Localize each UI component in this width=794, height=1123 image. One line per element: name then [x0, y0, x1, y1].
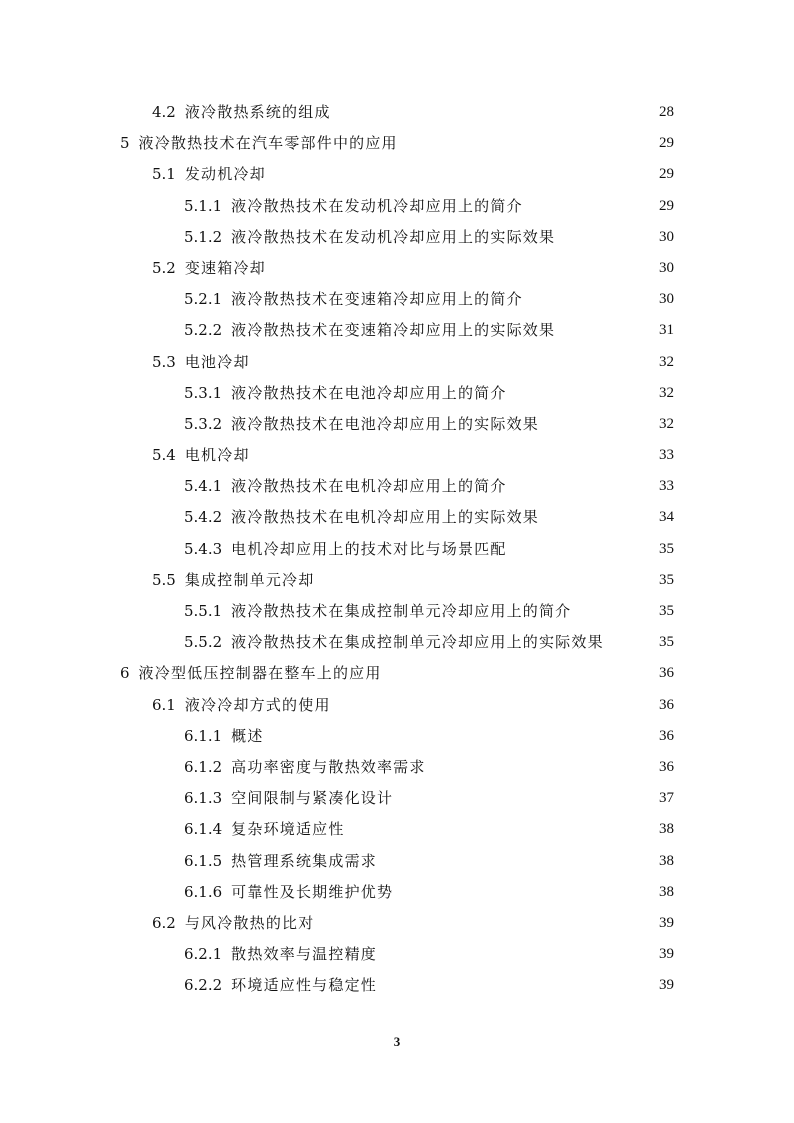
toc-entry-page: 35 — [659, 540, 674, 557]
toc-entry-number: 5.1 — [152, 165, 176, 184]
toc-entry — [0, 877, 794, 908]
toc-entry — [0, 440, 794, 471]
toc-entry — [0, 128, 794, 159]
toc-entry-title: 液冷散热技术在发动机冷却应用上的简介 — [231, 196, 523, 215]
toc-entry — [0, 471, 794, 502]
toc-entry — [0, 627, 794, 658]
toc-entry-number: 6.2.2 — [184, 976, 223, 995]
toc-entry-title: 可靠性及长期维护优势 — [231, 882, 394, 901]
toc-entry — [0, 191, 794, 222]
toc-entry — [0, 690, 794, 721]
toc-entry-page: 32 — [659, 353, 674, 370]
toc-entry-page: 35 — [659, 634, 674, 651]
toc-entry — [0, 409, 794, 440]
toc-entry-title: 变速箱冷却 — [184, 258, 266, 277]
toc-entry-page: 36 — [659, 727, 674, 744]
toc-entry-number: 6.1.1 — [184, 726, 223, 745]
toc-entry-number: 5 — [120, 134, 130, 153]
toc-entry — [0, 222, 794, 253]
toc-entry-page: 30 — [659, 228, 674, 245]
toc-entry-number: 5.2.1 — [184, 290, 223, 309]
toc-entry — [0, 658, 794, 689]
toc-entry-number: 5.4.2 — [184, 508, 223, 527]
toc-entry-title: 液冷散热系统的组成 — [184, 103, 331, 121]
toc-entry — [0, 846, 794, 877]
toc-entry-number: 6.1 — [152, 695, 176, 714]
toc-entry-title: 集成控制单元冷却 — [184, 570, 315, 589]
toc-entry-page: 38 — [659, 852, 674, 869]
toc-entry-number: 6.1.5 — [184, 851, 223, 870]
toc-entry-title: 电池冷却 — [184, 352, 250, 371]
toc-entry — [0, 97, 794, 128]
toc-entry — [0, 347, 794, 378]
toc-entry — [0, 783, 794, 814]
toc-entry-number: 5.4.1 — [184, 477, 223, 496]
toc-entry-title: 液冷散热技术在变速箱冷却应用上的实际效果 — [231, 321, 556, 340]
toc-entry-number: 6.1.3 — [184, 789, 223, 808]
toc-entry — [0, 970, 794, 1001]
toc-entry-title: 环境适应性与稳定性 — [231, 976, 377, 995]
toc-entry — [0, 159, 794, 190]
toc-entry — [0, 534, 794, 565]
toc-entry-page: 35 — [659, 571, 674, 588]
toc-entry-title: 空间限制与紧凑化设计 — [231, 789, 394, 808]
toc-entry-page: 36 — [659, 696, 674, 713]
toc-entry — [0, 565, 794, 596]
toc-entry-number: 5.1.1 — [184, 196, 223, 215]
toc-entry — [0, 814, 794, 845]
toc-entry-number: 6 — [120, 664, 130, 683]
toc-entry-page: 35 — [659, 603, 674, 619]
toc-entry-title: 液冷散热技术在集成控制单元冷却应用上的实际效果 — [231, 633, 604, 652]
toc-entry-page: 38 — [659, 883, 674, 900]
toc-entry-number: 5.2 — [152, 258, 176, 277]
toc-entry-page: 28 — [659, 104, 674, 120]
toc-entry-page: 39 — [659, 977, 674, 994]
toc-entry-title: 液冷散热技术在集成控制单元冷却应用上的简介 — [231, 602, 572, 620]
toc-entry-title: 高功率密度与散热效率需求 — [231, 757, 426, 776]
toc-entry-number: 5.3.2 — [184, 414, 223, 433]
toc-entry-title: 液冷散热技术在变速箱冷却应用上的简介 — [231, 290, 523, 309]
toc-entry-title: 液冷散热技术在电机冷却应用上的实际效果 — [231, 508, 539, 527]
toc-entry-title: 概述 — [231, 726, 264, 745]
toc-entry-number: 5.3.1 — [184, 383, 223, 402]
toc-entry-title: 与风冷散热的比对 — [184, 913, 315, 932]
page-number: 3 — [393, 1034, 401, 1049]
toc-entry-page: 34 — [659, 509, 674, 526]
toc-entry-title: 液冷散热技术在发动机冷却应用上的实际效果 — [231, 227, 556, 246]
table-of-contents — [0, 97, 794, 1001]
toc-entry-title: 电机冷却 — [184, 446, 250, 465]
toc-entry-number: 6.1.6 — [184, 882, 223, 901]
toc-entry-number: 5.2.2 — [184, 321, 223, 340]
toc-entry — [0, 908, 794, 939]
toc-entry-title: 复杂环境适应性 — [231, 820, 345, 839]
toc-entry-page: 37 — [659, 790, 674, 807]
toc-entry-page: 36 — [659, 758, 674, 775]
toc-entry-page: 33 — [659, 447, 674, 464]
toc-entry-number: 5.5.1 — [184, 602, 223, 620]
toc-entry-number: 5.1.2 — [184, 227, 223, 246]
toc-entry-page: 29 — [659, 197, 674, 214]
toc-entry-title: 液冷散热技术在电池冷却应用上的简介 — [231, 383, 507, 402]
toc-entry-title: 散热效率与温控精度 — [231, 945, 377, 964]
toc-entry — [0, 253, 794, 284]
toc-entry-page: 29 — [659, 166, 674, 183]
toc-entry — [0, 596, 794, 627]
toc-entry-number: 4.2 — [152, 103, 176, 121]
toc-entry — [0, 721, 794, 752]
toc-entry-page: 32 — [659, 384, 674, 401]
toc-entry — [0, 284, 794, 315]
toc-entry-title: 液冷散热技术在电池冷却应用上的实际效果 — [231, 414, 539, 433]
toc-entry-number: 5.5.2 — [184, 633, 223, 652]
toc-entry-page: 32 — [659, 415, 674, 432]
toc-entry — [0, 315, 794, 346]
toc-entry-title: 液冷冷却方式的使用 — [184, 695, 331, 714]
toc-entry-title: 液冷散热技术在电机冷却应用上的简介 — [231, 477, 507, 496]
toc-entry-page: 30 — [659, 259, 674, 276]
toc-entry-title: 发动机冷却 — [184, 165, 266, 184]
toc-entry-page: 39 — [659, 914, 674, 931]
toc-entry — [0, 378, 794, 409]
toc-entry-number: 5.5 — [152, 570, 176, 589]
toc-entry — [0, 502, 794, 533]
toc-entry-page: 29 — [659, 135, 674, 152]
toc-entry — [0, 752, 794, 783]
toc-entry-page: 36 — [659, 665, 674, 682]
toc-entry — [0, 939, 794, 970]
toc-entry-page: 33 — [659, 478, 674, 495]
toc-entry-number: 5.4 — [152, 446, 176, 465]
toc-entry-title: 液冷散热技术在汽车零部件中的应用 — [138, 134, 398, 153]
toc-entry-page: 38 — [659, 821, 674, 838]
toc-entry-page: 39 — [659, 946, 674, 963]
toc-entry-title: 液冷型低压控制器在整车上的应用 — [138, 664, 382, 683]
toc-entry-number: 6.1.4 — [184, 820, 223, 839]
toc-entry-number: 5.4.3 — [184, 539, 223, 558]
toc-entry-number: 6.1.2 — [184, 757, 223, 776]
toc-entry-title: 热管理系统集成需求 — [231, 851, 377, 870]
toc-entry-page: 31 — [659, 322, 674, 339]
toc-entry-page: 30 — [659, 291, 674, 308]
toc-entry-number: 5.3 — [152, 352, 176, 371]
toc-entry-number: 6.2.1 — [184, 945, 223, 964]
toc-entry-number: 6.2 — [152, 913, 176, 932]
toc-entry-title: 电机冷却应用上的技术对比与场景匹配 — [231, 539, 507, 558]
